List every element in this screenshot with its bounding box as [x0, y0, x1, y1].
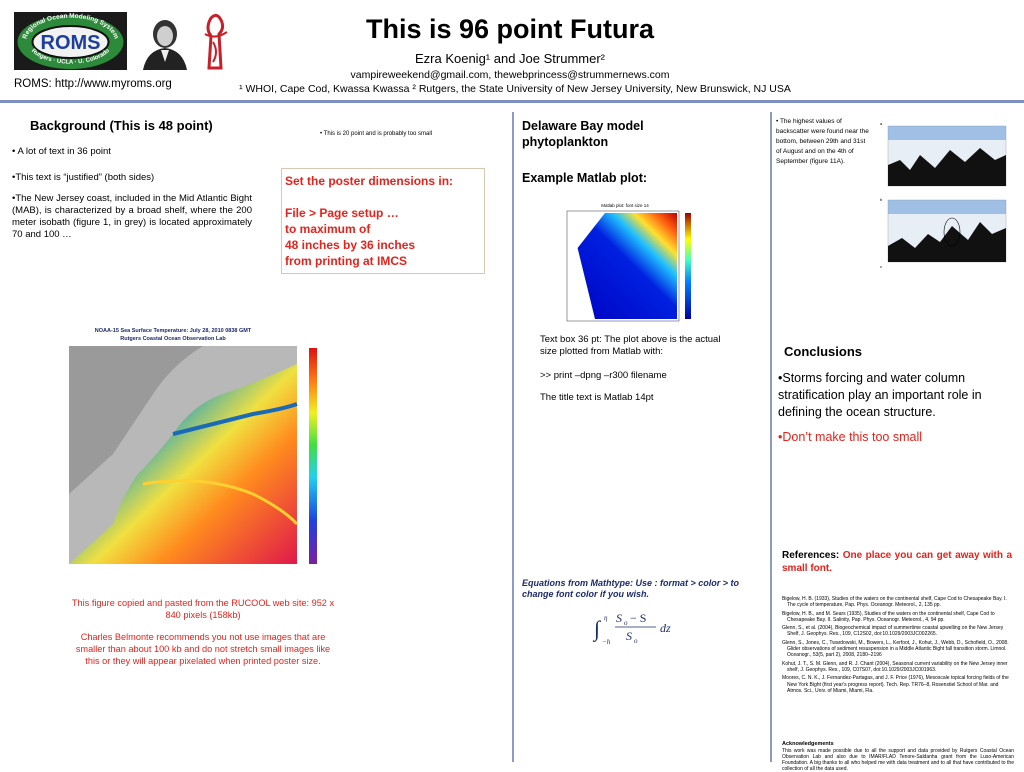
- reference-item: Bigelow, H. B., and M. Sears (1935), Studies of the waters on the continental shelf, Cape Cod to Chesapeake Bay. II. Salinity, Pap. Phys. Oceanogr. Meteorol., 4, 94 pp.: [782, 610, 995, 623]
- matlab-textbox: [540, 334, 730, 404]
- portrait-image: [137, 12, 193, 70]
- references-label: References:: [782, 550, 840, 561]
- heading-line: phytoplankton: [522, 135, 609, 149]
- reference-item: Bigelow, H. B. (1933), Studies of the waters on the continental shelf, Cape Cod to Chesapeake Bay. I. The cycle of temperature, Pap. Phys. Oceanogr. Meteorol., 2, 135 pp.: [782, 596, 1007, 609]
- svg-text:o: o: [634, 637, 638, 645]
- conclusion-item: •Storms forcing and water column stratification play an important role in defining the ocean structure.: [778, 371, 982, 419]
- textbox-line: >> print –dpng –r300 filename: [540, 370, 667, 381]
- acknowledgements-text: This work was made possible due to all the support and data provided by Rutgers Coastal Ocean Observation Lab and also due to IMAR/FLAD Tenore-Saldanha grant from the Luso-American Foundation. A big thanks to all who helped me with data treatment and to all that have contributed to the collection of all the data used.: [782, 748, 1014, 772]
- svg-text:η: η: [604, 614, 608, 622]
- reference-item: Glenn, S., et al. (2004), Biogeochemical impact of summertime coastal upwelling on the New Jersey Shelf, J. Geophys. Res., 109, C12S02, doi:10.1029/2003JC002265.: [782, 625, 1004, 638]
- reference-item: Kohut, J. T., S. M. Glenn, and R. J. Chant (2004), Seasonal current variability on the New Jersey inner shelf, J. Geophys. Res., 109, C07S07, doi:10.1029/2003JC001963.: [782, 660, 1008, 673]
- reference-item: Glenn, S., Jones, C., Twardowski, M., Bowers, L., Kerfoot, J., Kohut, J., Webb, D., Schofield, O., 2008. Glider observations of sediment resuspension in a Middle Atlantic Bight fall transition storm. Limnol. Oceanogr., 53(5, part 2), 2008, 2180–2196: [782, 639, 1009, 659]
- equation-image: [592, 608, 682, 648]
- authors: Ezra Koenig¹ and Joe Strummer²: [414, 51, 606, 66]
- references-heading: [782, 549, 1012, 575]
- poster-title: This is 96 point Futura: [365, 14, 655, 44]
- roms-ring-top: Regional Ocean Modeling System: [21, 12, 120, 41]
- textbox-line: The title text is Matlab 14pt: [540, 392, 654, 403]
- references-note: One place you can get away with a small font.: [782, 550, 1013, 574]
- textbox-line: Text box 36 pt: The plot above is the actual size plotted from Matlab with:: [540, 334, 721, 357]
- fig-label-b: b: [880, 197, 883, 202]
- redbox-line: from printing at IMCS: [285, 254, 407, 268]
- delaware-heading: [522, 118, 644, 150]
- roms-ring-bottom: Rutgers · UCLA · U. Colorado: [30, 48, 111, 66]
- column-divider: [512, 112, 514, 762]
- poster-dimensions-box: [281, 168, 485, 274]
- acknowledgements-heading: Acknowledgements: [782, 741, 834, 747]
- backscatter-figure-a: [880, 120, 1015, 192]
- fig-label-c: c: [880, 264, 882, 268]
- background-heading: Background (This is 48 point): [30, 118, 213, 133]
- reference-item: Moores, C. N. K., J. Fernandez-Partagas, and J. F. Price (1976), Mesoscale topical forcing fields of the New York Bight (first year's progress report). Tech. Rep. TR76–8, Rosenstiel School of Mar. and Atmos. Sci., Univ. of Miami, Miami, Fla.: [782, 675, 1009, 694]
- bullet-item: • A lot of text in 36 point: [12, 146, 111, 157]
- map-title: NOAA-15 Sea Surface Temperature: July 28, 2010 0838 GMT: [94, 328, 252, 334]
- reference-list: [782, 596, 1014, 696]
- plot-title: Matlab plot: font size 14: [601, 203, 649, 208]
- map-subtitle: Rutgers Coastal Ocean Observation Lab: [120, 336, 226, 342]
- conclusion-item-red: •Don’t make this too small: [778, 430, 923, 444]
- background-bullets: [12, 146, 252, 241]
- bullet-item: •This text is “justified” (both sides): [12, 172, 155, 183]
- backscatter-bullet: • The highest values of backscatter were found near the bottom, between 29th and 31st of August and on the 4th of September (figure 11A).: [776, 118, 869, 165]
- redbox-line: 48 inches by 36 inches: [285, 238, 416, 252]
- sst-map-figure: [53, 324, 345, 572]
- column-divider: [770, 112, 772, 762]
- conclusions-heading: Conclusions: [784, 344, 863, 359]
- affiliations: ¹ WHOI, Cape Cod, Kwassa Kwassa ² Rutgers, the State University of New Jersey University, New Brunswick, NJ USA: [239, 83, 791, 95]
- redbox-line: to maximum of: [285, 222, 371, 236]
- caption-line: Charles Belmonte recommends you not use images that are smaller than about 100 kb and do not stretch small images like this or they will appear pixelated when printed poster size.: [75, 632, 331, 666]
- heading-line: Delaware Bay model: [522, 119, 644, 133]
- example-heading: Example Matlab plot:: [522, 171, 648, 185]
- svg-text:dz: dz: [660, 621, 671, 635]
- svg-text:S: S: [616, 611, 622, 625]
- svg-text:o: o: [624, 619, 628, 627]
- roms-url[interactable]: ROMS: http://www.myroms.org: [14, 78, 172, 90]
- header-divider: [0, 100, 1024, 103]
- emails: vampireweekend@gmail.com, thewebprincess@strummernews.com: [350, 69, 670, 81]
- redbox-line: File > Page setup …: [285, 206, 399, 220]
- svg-text:− S: − S: [630, 611, 647, 625]
- roms-logo-text: ROMS: [40, 32, 101, 54]
- svg-text:−h: −h: [602, 638, 611, 646]
- roms-logo: [14, 12, 127, 70]
- statue-logo: [197, 12, 233, 70]
- small-note: • This is 20 point and is probably too small: [320, 131, 433, 137]
- equation-caption: Equations from Mathtype: Use : format > color > to change font color if you wish.: [522, 578, 740, 599]
- figure-caption: [68, 597, 338, 667]
- caption-line: This figure copied and pasted from the RUCOOL web site: 952 x 840 pixels (158kb): [71, 598, 335, 620]
- backscatter-figure-b: [880, 196, 1015, 268]
- matlab-plot: [565, 199, 700, 324]
- bullet-item: •The New Jersey coast, included in the Mid Atlantic Bight (MAB), is characterized by a broad shelf, where the 200 meter isobath (figure 1, in grey) is located approximately 70 and 100 …: [12, 193, 252, 240]
- svg-text:S: S: [626, 629, 632, 643]
- fig-label-a: a: [880, 121, 883, 126]
- redbox-line: Set the poster dimensions in:: [285, 174, 454, 188]
- svg-text:∫: ∫: [594, 616, 601, 641]
